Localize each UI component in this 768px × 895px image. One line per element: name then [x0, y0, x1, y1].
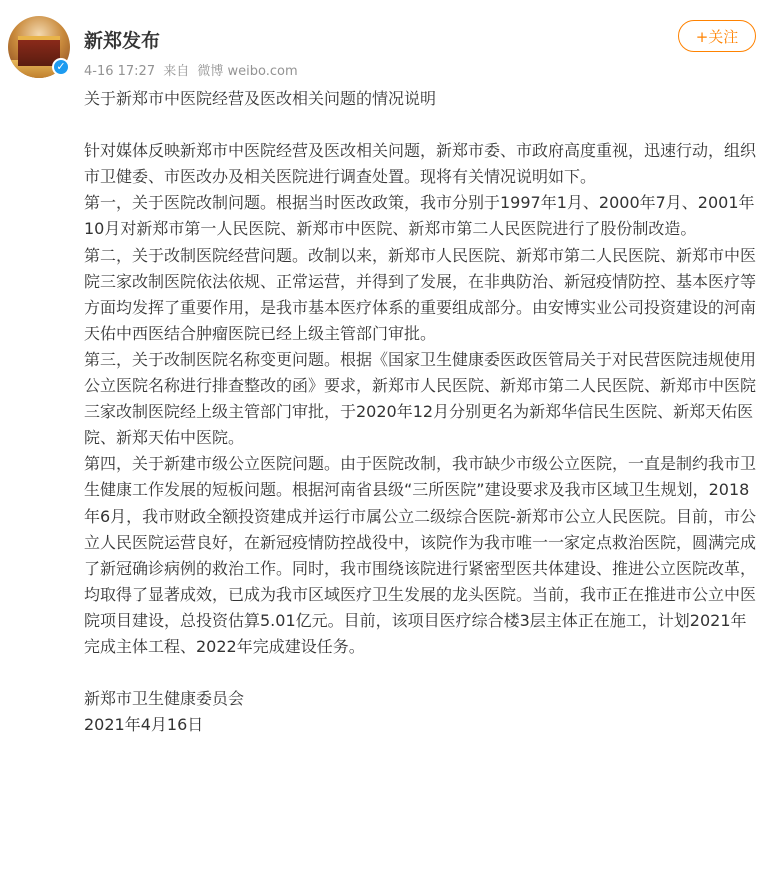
author-name[interactable]: 新郑发布	[84, 30, 161, 52]
follow-button[interactable]: +关注	[678, 20, 756, 52]
post-title: 关于新郑市中医院经营及医改相关问题的情况说明	[84, 89, 437, 108]
spacer	[84, 112, 756, 138]
spacer	[84, 660, 756, 686]
verified-icon: ✓	[52, 58, 70, 76]
signature: 新郑市卫生健康委员会	[84, 689, 245, 709]
post-meta	[84, 60, 302, 79]
paragraph-first: 第一，关于医院改制问题。根据当时医改政策，我市分别于1997年1月、2000年7月、2001年10月对新郑市第一人民医院、新郑市中医院、新郑市第二人民医院进行了股份制改造。	[84, 193, 755, 239]
source-prefix: 来自	[163, 64, 190, 79]
post-content	[84, 86, 756, 738]
post-date: 2021年4月16日	[84, 715, 204, 735]
paragraph-second: 第二，关于改制医院经营问题。改制以来，新郑市人民医院、新郑市第二人民医院、新郑市中医院三家改制医院依法依规、正常运营，并得到了发展，在非典防治、新冠疫情防控、基本医疗等方面均发挥了重要作用，是我市基本医疗体系的重要组成部分。由安博实业公司投资建设的河南天佑中西医结合肿瘤医院已经上级主管部门审批。	[84, 245, 757, 343]
paragraph-intro: 针对媒体反映新郑市中医院经营及医改相关问题，新郑市委、市政府高度重视，迅速行动，组织市卫健委、市医改办及相关医院进行调查处置。现将有关情况说明如下。	[84, 141, 757, 187]
post-source[interactable]: 微博 weibo.com	[197, 64, 298, 79]
post-time[interactable]: 4-16 17:27	[84, 64, 156, 79]
paragraph-third: 第三，关于改制医院名称变更问题。根据《国家卫生健康委医政医管局关于对民营医院违规使用公立医院名称进行排查整改的函》要求，新郑市人民医院、新郑市第二人民医院、新郑市中医院三家改制医院经上级主管部门审批，于2020年12月分别更名为新郑华信民生医院、新郑天佑医院、新郑天佑中医院。	[84, 349, 757, 448]
paragraph-fourth: 第四，关于新建市级公立医院问题。由于医院改制，我市缺少市级公立医院，一直是制约我市卫生健康工作发展的短板问题。根据河南省县级“三所医院”建设要求及我市区域卫生规划，2018年6月，我市财政全额投资建成并运行市属公立二级综合医院-新郑市公立人民医院。目前，市公立人民医院运营良好，在新冠疫情防控战役中，该院作为我市唯一一家定点救治医院，圆满完成了新冠确诊病例的救治工作。同时，我市围绕该院进行紧密型医共体建设、推进公立医院改革，均取得了显著成效，已成为我市区域医疗卫生发展的龙头医院。当前，我市正在推进市公立中医院项目建设，总投资估算5.01亿元。目前，该项目医疗综合楼3层主体正在施工，计划2021年完成主体工程、2022年完成建设任务。	[84, 454, 757, 656]
